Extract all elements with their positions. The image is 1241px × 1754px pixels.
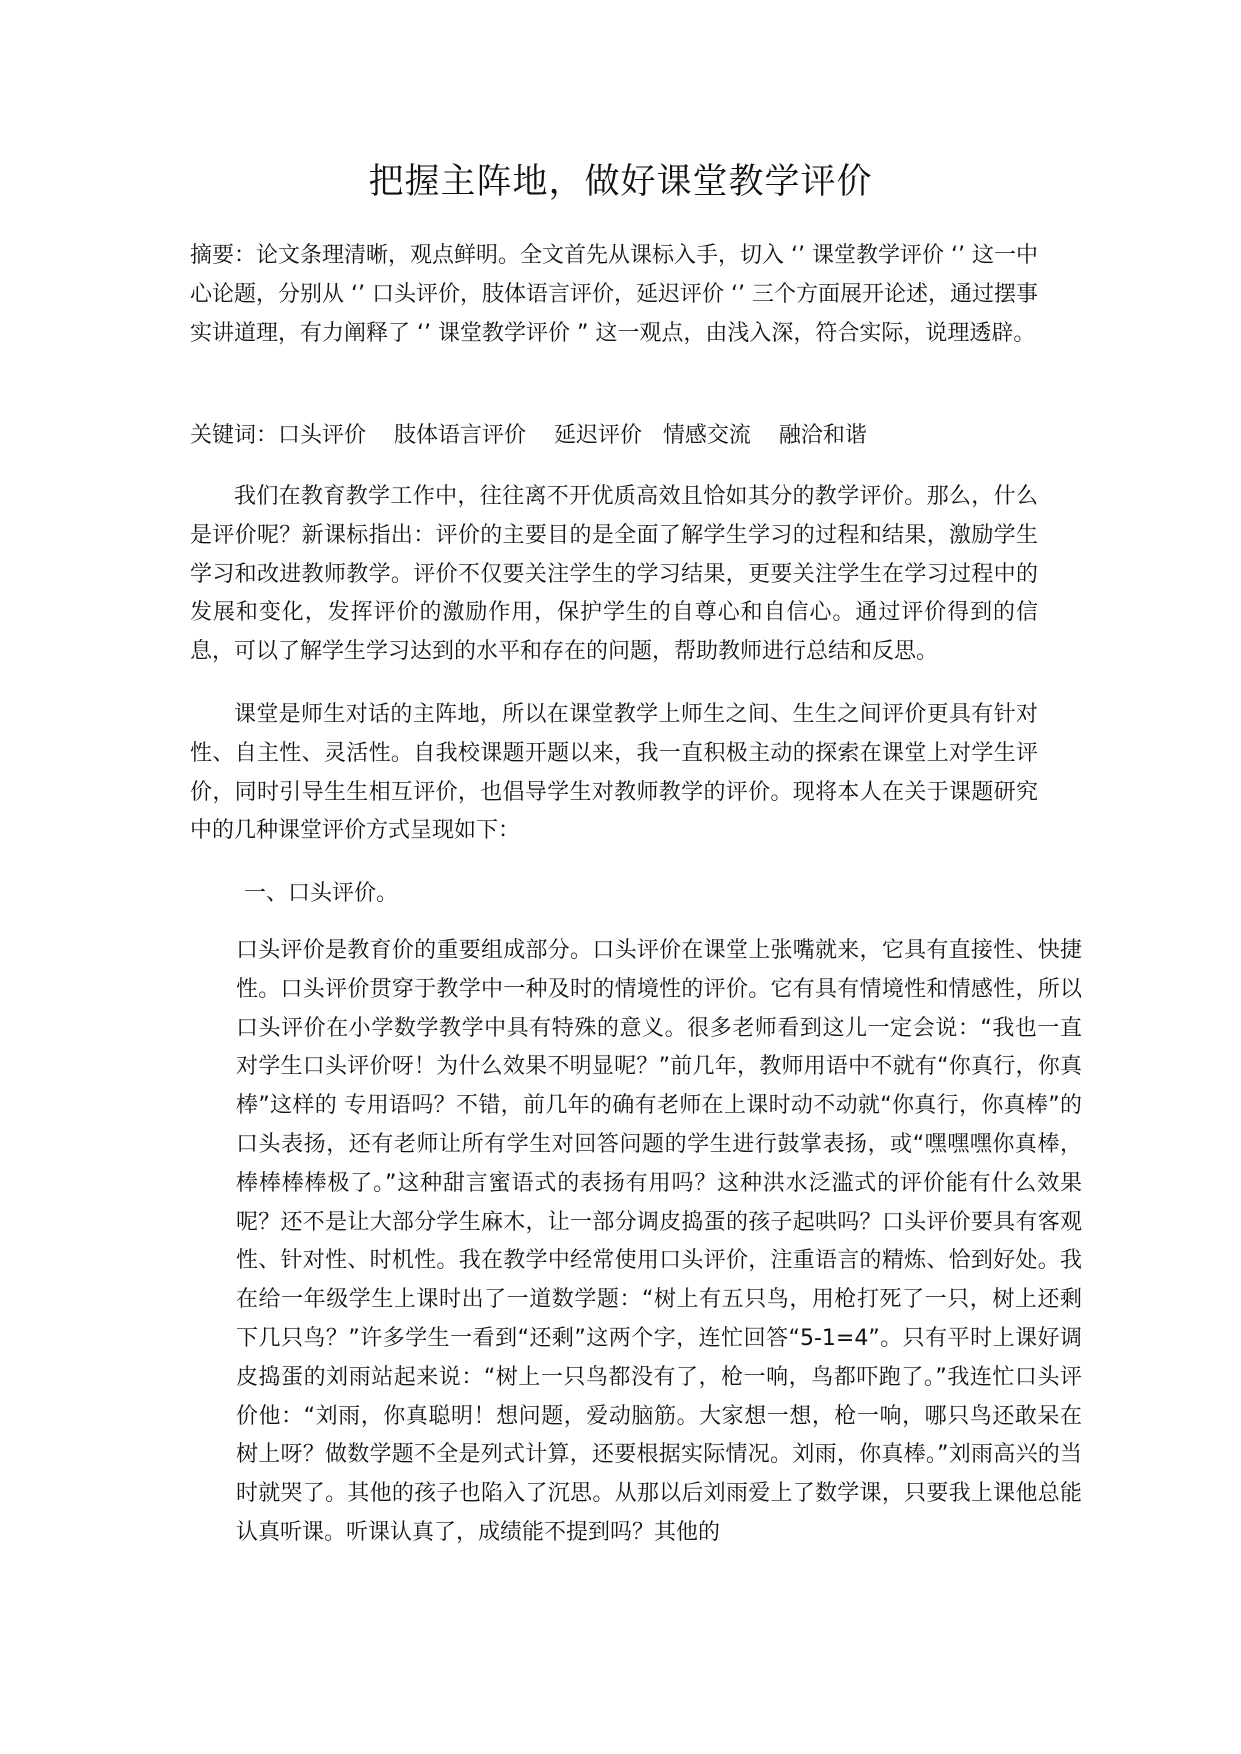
body-paragraph-3: 口头评价是教育价的重要组成部分。口头评价在课堂上张嘴就来，它具有直接性、快捷性。口头评价贯穿于教学中一种及时的情境性的评价。它有具有情境性和情感性，所以口头评价在小学数学教学中具有特殊的意义。很多老师看到这儿一定会说：“我也一直对学生口头评价呀！为什么效果不明显呢？”前几年，教师用语中不就有“你真行，你真棒”这样的 专用语吗？不错，前几年的确有老师在上课时动不动就“你真行，你真棒”的口头表扬，还有老师让所有学生对回答问题的学生进行鼓掌表扬，或“嘿嘿嘿你真棒，棒棒棒棒极了。”这种甜言蜜语式的表扬有用吗？这种洪水泛滥式的评价能有什么效果呢？还不是让大部分学生麻木，让一部分调皮捣蛋的孩子起哄吗？口头评价要具有客观性、针对性、时机性。我在教学中经常使用口头评价，注重语言的精炼、恰到好处。我在给一年级学生上课时出了一道数学题：“树上有五只鸟，用枪打死了一只，树上还剩下几只鸟？”许多学生一看到“还剩”这两个字，连忙回答“5-1=4”。只有平时上课好调皮捣蛋的刘雨站起来说：“树上一只鸟都没有了，枪一响，鸟都吓跑了。”我连忙口头评价他：“刘雨，你真聪明！想问题，爱动脑筋。大家想一想，枪一响，哪只鸟还敢呆在树上呀？做数学题不全是列式计算，还要根据实际情况。刘雨，你真棒。”刘雨高兴的当时就哭了。其他的孩子也陷入了沉思。从那以后刘雨爱上了数学课，只要我上课他总能认真听课。听课认真了，成绩能不提到吗？其他的 — [236, 938, 1082, 1545]
section-heading-oral-evaluation: 一、口头评价。 — [244, 881, 399, 906]
body-paragraph-1: 我们在教育教学工作中，往往离不开优质高效且恰如其分的教学评价。那么，什么是评价呢？新课标指出：评价的主要目的是全面了解学生学习的过程和结果，激励学生学习和改进教师教学。评价不仅要关注学生的学习结果，更要关注学生在学习过程中的发展和变化，发挥评价的激励作用，保护学生的自尊心和自信心。通过评价得到的信息，可以了解学生学习达到的水平和存在的问题，帮助教师进行总结和反思。 — [190, 484, 1038, 665]
body-paragraph-2: 课堂是师生对话的主阵地，所以在课堂教学上师生之间、生生之间评价更具有针对性、自主性、灵活性。自我校课题开题以来，我一直积极主动的探索在课堂上对学生评价，同时引导生生相互评价，也倡导学生对教师教学的评价。现将本人在关于课题研究中的几种课堂评价方式呈现如下： — [190, 702, 1038, 844]
abstract-paragraph: 摘要：论文条理清晰，观点鲜明。全文首先从课标入手，切入 ‘’ 课堂教学评价 ‘’ 这一中心论题，分别从 ‘’ 口头评价，肢体语言评价，延迟评价 ‘’ 三个方面展开论述，通过摆事实讲道理，有力阐释了 ‘’ 课堂教学评价 ” 这一观点，由浅入深，符合实际，说理透辟。 — [190, 243, 1038, 346]
keywords-line: 关键词：口头评价 肢体语言评价 延迟评价 情感交流 融洽和谐 — [190, 423, 867, 448]
document-title: 把握主阵地，做好课堂教学评价 — [368, 162, 873, 202]
